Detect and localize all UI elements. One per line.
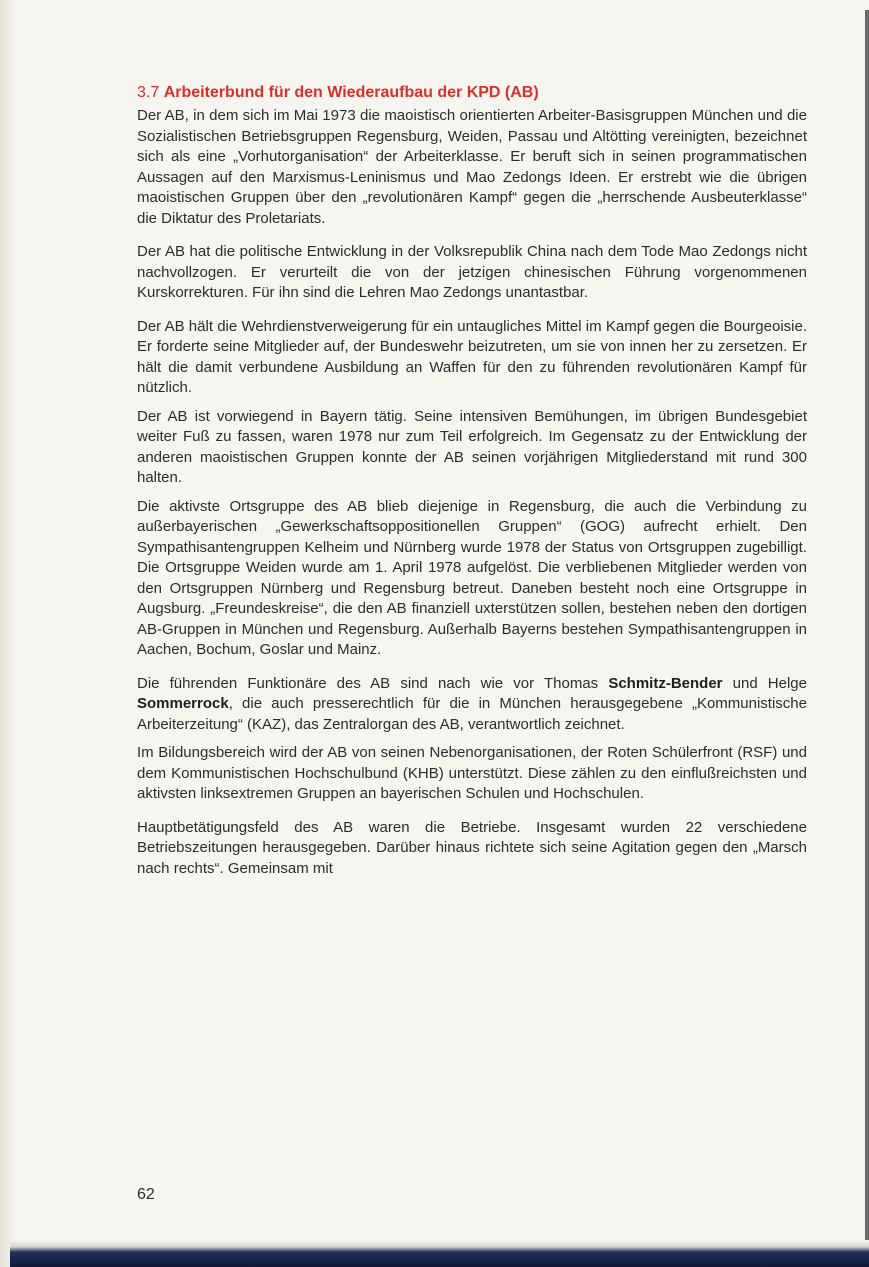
paragraph-3: Der AB hält die Wehrdienstverweigerung für ein untaugliches Mittel im Kampf gegen die Bourgeoisie. Er forderte seine Mitglieder auf, der Bundeswehr beizutreten, um sie von innen her zu zersetzen. Er hält die damit verbundene Ausbildung an Waffen für den zu führenden revolutionären Kampf für nützlich. [137, 317, 807, 396]
paragraph-8: Hauptbetätigungsfeld des AB waren die Betriebe. Insgesamt wurden 22 verschiedene Betriebszeitungen herausgegeben. Darüber hinaus richtete sich seine Agitation gegen den „Marsch nach rechts“. Gemeinsam mit [137, 818, 807, 877]
paragraph-leaders [137, 674, 807, 736]
section-heading [137, 82, 807, 104]
page-right-edge [865, 10, 869, 1245]
paragraph-5: Die aktivste Ortsgruppe des AB blieb diejenige in Regensburg, die auch die Verbindung zu außerbayerischen „Gewerkschaftsoppositionellen Gruppen“ (GOG) aufrecht erhielt. Den Sympathisantengruppen Kelheim und Nürnberg wurde 1978 der Status von Ortsgruppen zugebilligt. Die Ortsgruppe Weiden wurde am 1. April 1978 aufgelöst. Die verbliebenen Mitglieder werden von den Ortsgruppen Nürnberg und Regensburg betreut. Daneben besteht noch eine Ortsgruppe in Augsburg. „Freundeskreise“, die den AB finanziell uxterstützen sollen, bestehen neben den dortigen AB-Gruppen in München und Regensburg. Außerhalb Bayerns bestehen Sympathisantengruppen in Aachen, Bochum, Goslar und Mainz. [137, 497, 807, 658]
paragraph-4: Der AB ist vorwiegend in Bayern tätig. Seine intensiven Bemühungen, im übrigen Bundesgebiet weiter Fuß zu fassen, waren 1978 nur zum Teil erfolgreich. Im Gegensatz zu der Entwicklung der anderen maoistischen Gruppen konnte der AB seinen vorjährigen Mitgliederstand mit rund 300 halten. [137, 407, 807, 486]
leader-name-sommerrock: Sommerrock [137, 695, 229, 712]
leaders-text-2: und Helge [722, 674, 807, 692]
paragraph-2: Der AB hat die politische Entwicklung in der Volksrepublik China nach dem Tode Mao Zedongs nicht nachvollzogen. Er verurteilt die von der jetzigen chinesischen Führung vorgenommenen Kurskorrekturen. Für ihn sind die Lehren Mao Zedongs unantastbar. [137, 243, 807, 301]
book-binding-edge [10, 1240, 869, 1267]
leaders-text-1: Die führenden Funktionäre des AB sind nach wie vor Thomas [137, 674, 609, 692]
paragraph-1: Der AB, in dem sich im Mai 1973 die maoistisch orientierten Arbeiter-Basisgruppen München und die Sozialistischen Betriebsgruppen Regensburg, Weiden, Passau und Altötting vereinigten, bezeichnet sich als eine „Vorhutorganisation“ der Arbeiterklasse. Er beruft sich in seinen programmatischen Aussagen auf den Marxismus-Leninismus und Mao Zedongs Ideen. Er erstrebt wie die übrigen maoistischen Gruppen über den „revolutionären Kampf“ gegen die „herrschende Ausbeuterklasse“ die Diktatur des Proletariats. [137, 107, 807, 227]
leader-name-schmitz-bender: Schmitz-Bender [608, 674, 723, 692]
leaders-text-3: , die auch presserechtlich für die in München herausgegebene „Kommunistische Arbeiterzeitung“ (KAZ), das Zentralorgan des AB, verantwortlich zeichnet. [137, 695, 807, 733]
page-content [137, 82, 807, 879]
section-number: 3.7 [137, 84, 160, 101]
page-gutter-shadow [0, 0, 16, 1267]
section-title: Arbeiterbund für den Wiederaufbau der KPD (AB) [163, 84, 539, 101]
page-number: 62 [137, 1186, 155, 1203]
paragraph-7: Im Bildungsbereich wird der AB von seinen Nebenorganisationen, der Roten Schülerfront (RSF) und dem Kommunistischen Hochschulbund (KHB) unterstützt. Diese zählen zu den einflußreichsten und aktivsten linksextremen Gruppen an bayerischen Schulen und Hochschulen. [137, 744, 807, 802]
